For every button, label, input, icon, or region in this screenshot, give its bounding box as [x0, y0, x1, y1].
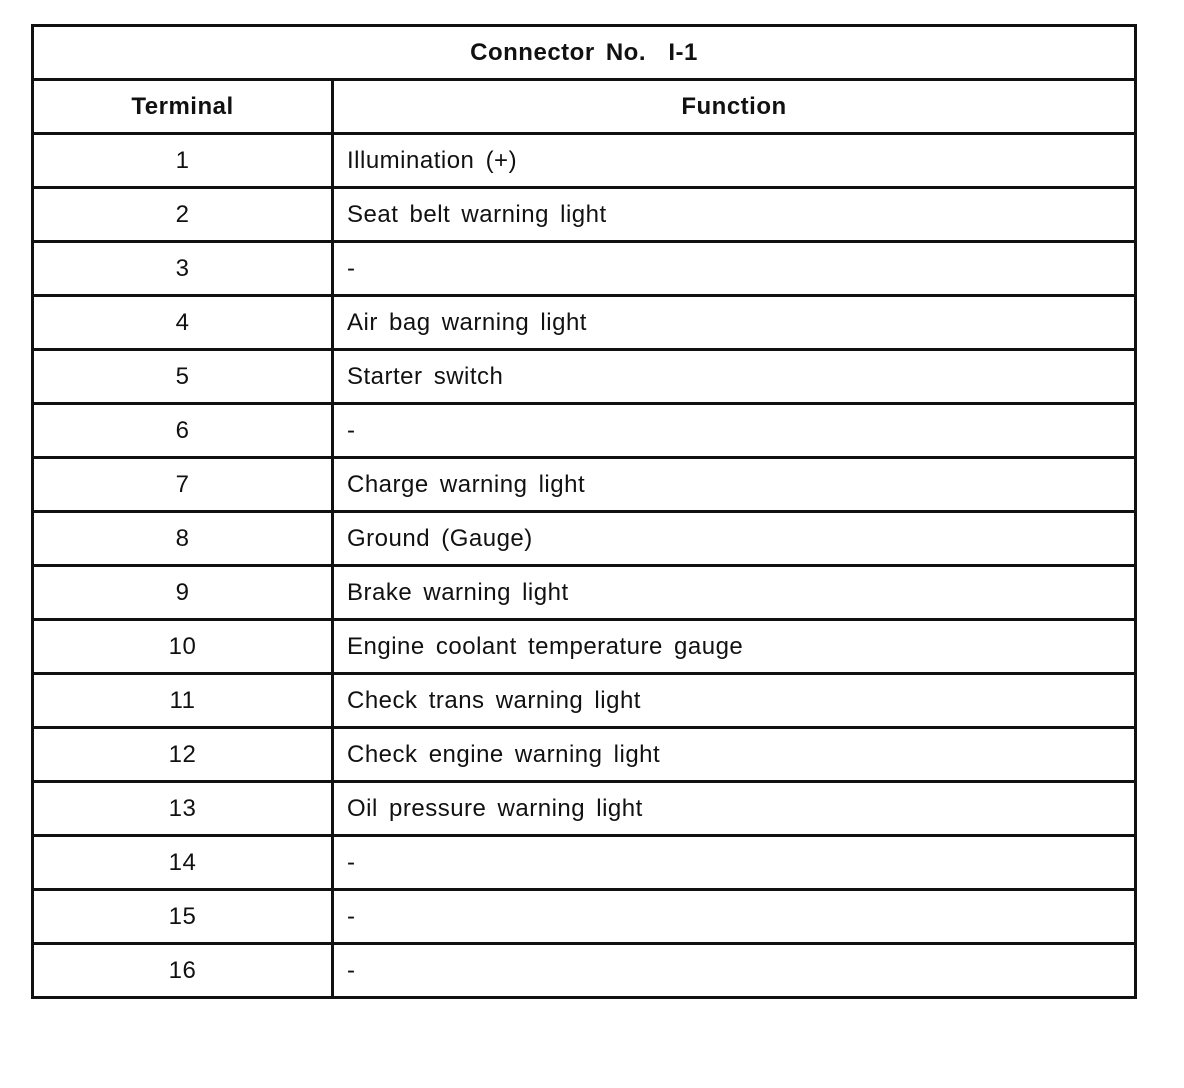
terminal-cell: 6 [33, 404, 333, 458]
table-row [33, 890, 1136, 944]
table-row [33, 458, 1136, 512]
table-row [33, 566, 1136, 620]
table-row [33, 674, 1136, 728]
terminal-cell: 7 [33, 458, 333, 512]
function-cell: Seat belt warning light [333, 188, 1136, 242]
terminal-cell: 3 [33, 242, 333, 296]
terminal-cell: 10 [33, 620, 333, 674]
table-row [33, 296, 1136, 350]
table-title: Connector No. I-1 [33, 26, 1136, 80]
function-cell: Ground (Gauge) [333, 512, 1136, 566]
terminal-cell: 14 [33, 836, 333, 890]
terminal-cell: 16 [33, 944, 333, 998]
terminal-cell: 1 [33, 134, 333, 188]
connector-table [31, 24, 1137, 999]
terminal-cell: 8 [33, 512, 333, 566]
terminal-cell: 13 [33, 782, 333, 836]
terminal-cell: 4 [33, 296, 333, 350]
table-row [33, 620, 1136, 674]
table-body [33, 134, 1136, 998]
header-row [33, 80, 1136, 134]
function-cell: Engine coolant temperature gauge [333, 620, 1136, 674]
function-cell: Illumination (+) [333, 134, 1136, 188]
table-row [33, 944, 1136, 998]
terminal-cell: 2 [33, 188, 333, 242]
table-row [33, 188, 1136, 242]
terminal-cell: 11 [33, 674, 333, 728]
function-cell: Check trans warning light [333, 674, 1136, 728]
table-row [33, 728, 1136, 782]
table-row [33, 512, 1136, 566]
function-cell: - [333, 242, 1136, 296]
function-cell: - [333, 890, 1136, 944]
function-cell: Brake warning light [333, 566, 1136, 620]
table-row [33, 782, 1136, 836]
table-row [33, 242, 1136, 296]
function-cell: - [333, 944, 1136, 998]
table-row [33, 350, 1136, 404]
table-row [33, 836, 1136, 890]
function-cell: - [333, 836, 1136, 890]
function-cell: Air bag warning light [333, 296, 1136, 350]
terminal-cell: 9 [33, 566, 333, 620]
title-row [33, 26, 1136, 80]
terminal-cell: 15 [33, 890, 333, 944]
function-cell: Starter switch [333, 350, 1136, 404]
terminal-cell: 12 [33, 728, 333, 782]
terminal-header: Terminal [33, 80, 333, 134]
table-row [33, 404, 1136, 458]
function-cell: Charge warning light [333, 458, 1136, 512]
function-header: Function [333, 80, 1136, 134]
table-row [33, 134, 1136, 188]
function-cell: - [333, 404, 1136, 458]
function-cell: Oil pressure warning light [333, 782, 1136, 836]
terminal-cell: 5 [33, 350, 333, 404]
function-cell: Check engine warning light [333, 728, 1136, 782]
